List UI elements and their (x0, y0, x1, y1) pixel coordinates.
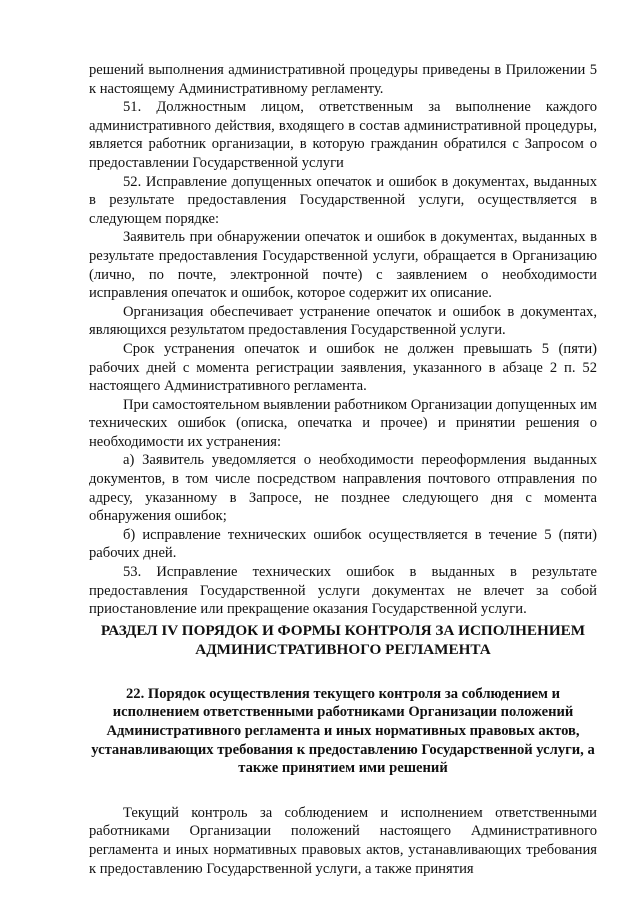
paragraph-53: 53. Исправление технических ошибок в выданных в результате предоставления Государственной услуги документах не влечет за собой приостановление или прекращение оказания Государственной услуги. (89, 564, 597, 618)
document-body (89, 61, 597, 878)
list-item-a: а) Заявитель уведомляется о необходимости переоформления выданных документов, в том числе посредством направления почтового отправления по адресу, указанному в Запросе, не позднее следующего дня с момента обнаружения ошибок; (89, 452, 597, 525)
paragraph-continuation: решений выполнения административной процедуры приведены в Приложении 5 к настоящему Административному регламенту. (89, 62, 597, 97)
paragraph-deadline: Срок устранения опечаток и ошибок не должен превышать 5 (пяти) рабочих дней с момента регистрации заявления, указанного в абзаце 2 п. 52 настоящего Административного регламента. (89, 340, 597, 395)
paragraph-applicant-errors: Заявитель при обнаружении опечаток и ошибок в документах, выданных в результате предоставления Государственной услуги, обращается в Организацию (лично, по почте, электронной почте) с заявлением о необходимости исправления опечаток и ошибок, которое содержит их описание. (89, 229, 597, 302)
paragraph-52: 52. Исправление допущенных опечаток и ошибок в документах, выданных в результате предоставления Государственной услуги, осуществляется в следующем порядке: (89, 173, 597, 227)
section-heading: РАЗДЕЛ IV ПОРЯДОК И ФОРМЫ КОНТРОЛЯ ЗА ИСПОЛНЕНИЕМ АДМИНИСТРАТИВНОГО РЕГЛАМЕНТА (100, 621, 586, 658)
paragraph-organization-fix: Организация обеспечивает устранение опечаток и ошибок в документах, являющихся результатом предоставления Государственной услуги. (89, 303, 597, 339)
list-item-b: б) исправление технических ошибок осуществляется в течение 5 (пяти) рабочих дней. (89, 526, 597, 562)
paragraph-self-detection: При самостоятельном выявлении работником Организации допущенных им технических ошибок (описка, опечатка и прочее) и принятии решения о необходимости их устранения: (89, 396, 597, 450)
paragraph-current-control: Текущий контроль за соблюдением и исполнением ответственными работниками Организации положений настоящего Административного регламента и иных нормативных правовых актов, устанавливающих требования к предоставлению Государственной услуги, а также принятия (89, 804, 597, 877)
subsection-heading: 22. Порядок осуществления текущего контроля за соблюдением и исполнением ответственными работниками Организации положений Административного регламента и иных нормативных правовых актов, устанавливающих требования к предоставлению Государственной услуги, а также принятием ими решений (91, 685, 595, 777)
paragraph-51: 51. Должностным лицом, ответственным за выполнение каждого административного действия, входящего в состав административной процедуры, является работник организации, в которую гражданин обратился с Запросом о предоставлении Государственной услуги (89, 99, 597, 171)
